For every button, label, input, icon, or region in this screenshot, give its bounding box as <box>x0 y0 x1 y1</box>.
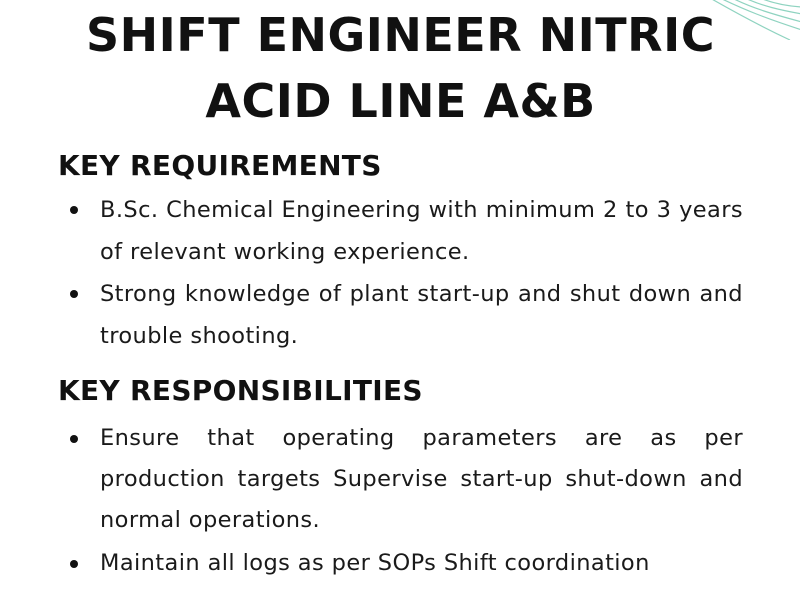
responsibilities-list <box>58 418 743 584</box>
list-item <box>58 273 743 357</box>
list-item-text: B.Sc. Chemical Engineering with minimum 2 to 3 years of relevant working experience. <box>100 197 743 265</box>
list-item <box>58 543 743 584</box>
list-item-text: Ensure that operating parameters are as per production targets Supervise start-up shut-down and normal operations. <box>100 425 743 533</box>
responsibilities-heading: KEY RESPONSIBILITIES <box>58 374 423 407</box>
list-item-text: Strong knowledge of plant start-up and shut down and trouble shooting. <box>100 281 743 349</box>
bullet-dot-icon <box>70 290 78 298</box>
requirements-list <box>58 189 743 357</box>
bullet-dot-icon <box>70 206 78 214</box>
list-item <box>58 189 743 273</box>
list-item <box>58 418 743 541</box>
page-title <box>58 2 743 134</box>
title-line-1: SHIFT ENGINEER NITRIC <box>86 8 715 62</box>
list-item-text: Maintain all logs as per SOPs Shift coordination <box>100 550 650 576</box>
bullet-dot-icon <box>70 435 78 443</box>
title-line-2: ACID LINE A&B <box>205 74 596 128</box>
job-posting <box>58 0 743 586</box>
requirements-heading: KEY REQUIREMENTS <box>58 149 382 182</box>
bullet-dot-icon <box>70 560 78 568</box>
